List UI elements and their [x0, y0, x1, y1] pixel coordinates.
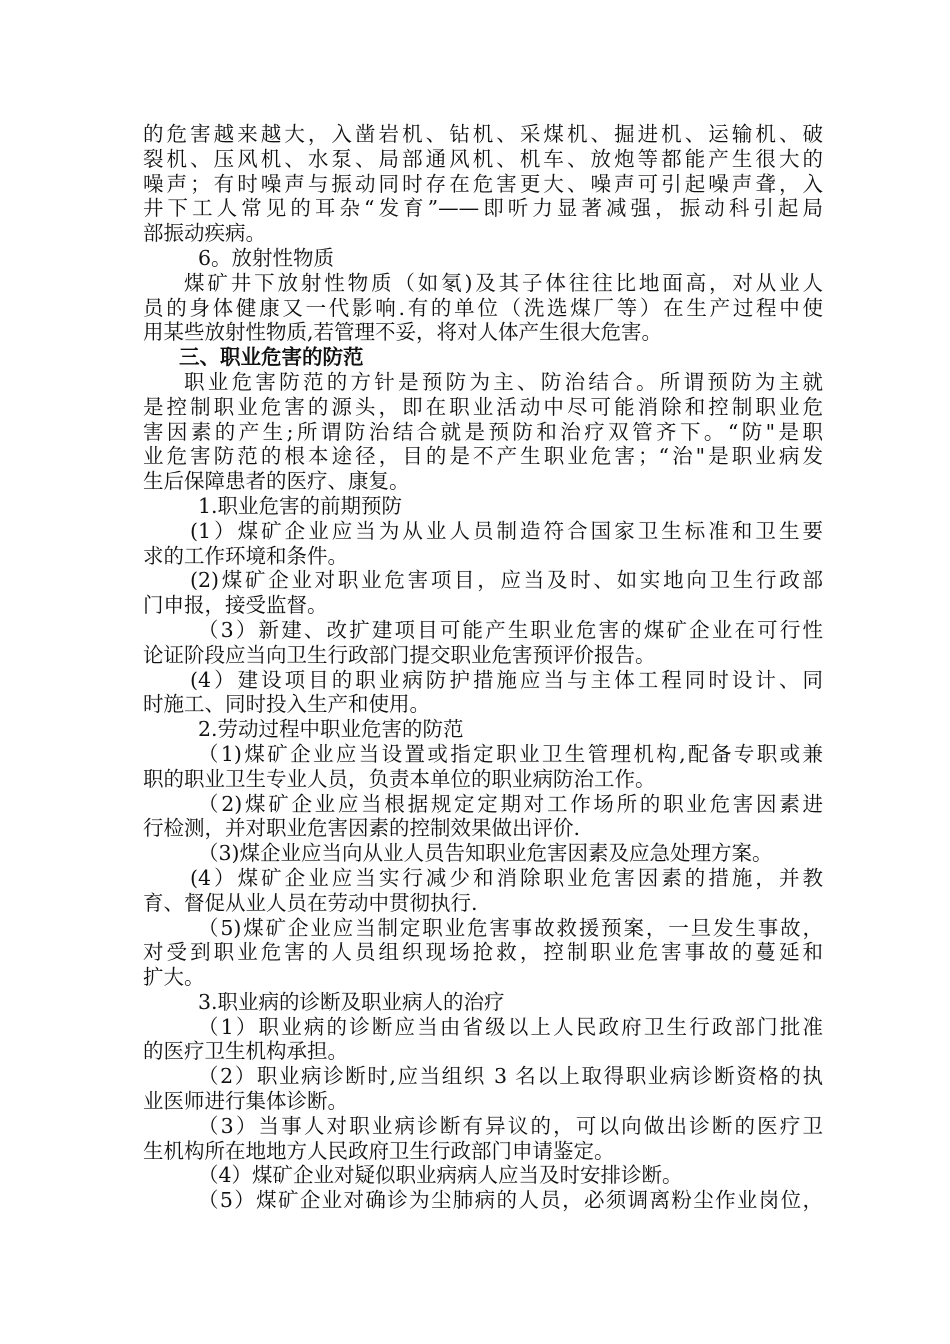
section-heading: 1.职业危害的前期预防 — [198, 493, 403, 518]
paragraph-line: 害因素的产生;所谓防治结合就是预防和治疗双管齐下。“防"是职 — [143, 419, 823, 444]
paragraph-line: （3）当事人对职业病诊断有异议的，可以向做出诊断的医疗卫 — [198, 1113, 823, 1138]
paragraph-line: 扩大。 — [143, 965, 205, 990]
paragraph-line: 煤矿井下放射性物质（如氡)及其子体往往比地面高，对从业人 — [184, 270, 823, 295]
section-heading: 2.劳动过程中职业危害的防范 — [198, 717, 464, 742]
paragraph-line: （2)煤矿企业应当根据规定定期对工作场所的职业危害因素进 — [198, 791, 823, 816]
paragraph-line: （3)煤企业应当向从业人员告知职业危害因素及应急处理方案。 — [198, 841, 773, 866]
paragraph-line: 员的身体健康又一代影响.有的单位（洗选煤厂等）在生产过程中使 — [143, 295, 823, 320]
chapter-heading: 三、职业危害的防范 — [179, 345, 364, 370]
paragraph-line: 论证阶段应当向卫生行政部门提交职业危害预评价报告。 — [143, 642, 656, 667]
paragraph-line: (1）煤矿企业应当为从业人员制造符合国家卫生标准和卫生要 — [190, 518, 823, 543]
paragraph-line: 井下工人常见的耳杂“发育”——即听力显著减强，振动科引起局 — [143, 196, 823, 221]
paragraph-line: 用某些放射性物质,若管理不妥，将对人体产生很大危害。 — [143, 320, 663, 345]
paragraph-line: 职的职业卫生专业人员，负责本单位的职业病防治工作。 — [143, 766, 656, 791]
paragraph-line: (4）煤矿企业应当实行减少和消除职业危害因素的措施，并教 — [190, 865, 823, 890]
paragraph-line: 生机构所在地地方人民政府卫生行政部门申请鉴定。 — [143, 1138, 615, 1163]
paragraph-line: 生后保障患者的医疗、康复。 — [143, 469, 410, 494]
paragraph-line: 门申报，接受监督。 — [143, 593, 328, 618]
paragraph-line: 裂机、压风机、水泵、局部通风机、机车、放炮等都能产生很大的 — [143, 146, 823, 171]
paragraph-line: 对受到职业危害的人员组织现场抢救，控制职业危害事故的蔓延和 — [143, 940, 823, 965]
section-heading: 6。放射性物质 — [198, 245, 335, 270]
paragraph-line: 的危害越来越大，入凿岩机、钻机、采煤机、掘进机、运输机、破 — [143, 122, 823, 146]
paragraph-line: 业危害防范的根本途径，目的是不产生职业危害；“治"是职业病发 — [143, 444, 823, 469]
paragraph-line: (2)煤矿企业对职业危害项目，应当及时、如实地向卫生行政部 — [190, 568, 823, 593]
paragraph-line: 业医师进行集体诊断。 — [143, 1089, 348, 1114]
paragraph-line: 求的工作环境和条件。 — [143, 543, 348, 568]
section-heading: 3.职业病的诊断及职业病人的治疗 — [198, 989, 505, 1014]
paragraph-line: （2）职业病诊断时,应当组织 3 名以上取得职业病诊断资格的执 — [198, 1064, 823, 1089]
paragraph-line: （1）职业病的诊断应当由省级以上人民政府卫生行政部门批准 — [198, 1014, 823, 1039]
document-page — [143, 122, 823, 1213]
paragraph-line: (4）建设项目的职业病防护措施应当与主体工程同时设计、同 — [190, 667, 823, 692]
paragraph-line: 时施工、同时投入生产和使用。 — [143, 692, 430, 717]
paragraph-line: （5)煤矿企业应当制定职业危害事故救援预案，一旦发生事故， — [198, 915, 823, 940]
paragraph-line: 行检测，并对职业危害因素的控制效果做出评价. — [143, 816, 581, 841]
paragraph-line: 职业危害防范的方针是预防为主、防治结合。所谓预防为主就 — [184, 369, 823, 394]
paragraph-line: （3）新建、改扩建项目可能产生职业危害的煤矿企业在可行性 — [198, 617, 823, 642]
paragraph-line: 噪声；有时噪声与振动同时存在危害更大、噪声可引起噪声聋，入 — [143, 171, 823, 196]
paragraph-line: （1)煤矿企业应当设置或指定职业卫生管理机构,配备专职或兼 — [198, 741, 823, 766]
paragraph-line: 是控制职业危害的源头，即在职业活动中尽可能消除和控制职业危 — [143, 394, 823, 419]
paragraph-line: （4）煤矿企业对疑似职业病病人应当及时安排诊断。 — [198, 1163, 683, 1188]
paragraph-line: 育、督促从业人员在劳动中贯彻执行. — [143, 890, 478, 915]
paragraph-line: 部振动疾病。 — [143, 221, 266, 246]
paragraph-line: 的医疗卫生机构承担。 — [143, 1039, 348, 1064]
paragraph-line: （5）煤矿企业对确诊为尘肺病的人员，必须调离粉尘作业岗位， — [198, 1188, 823, 1213]
